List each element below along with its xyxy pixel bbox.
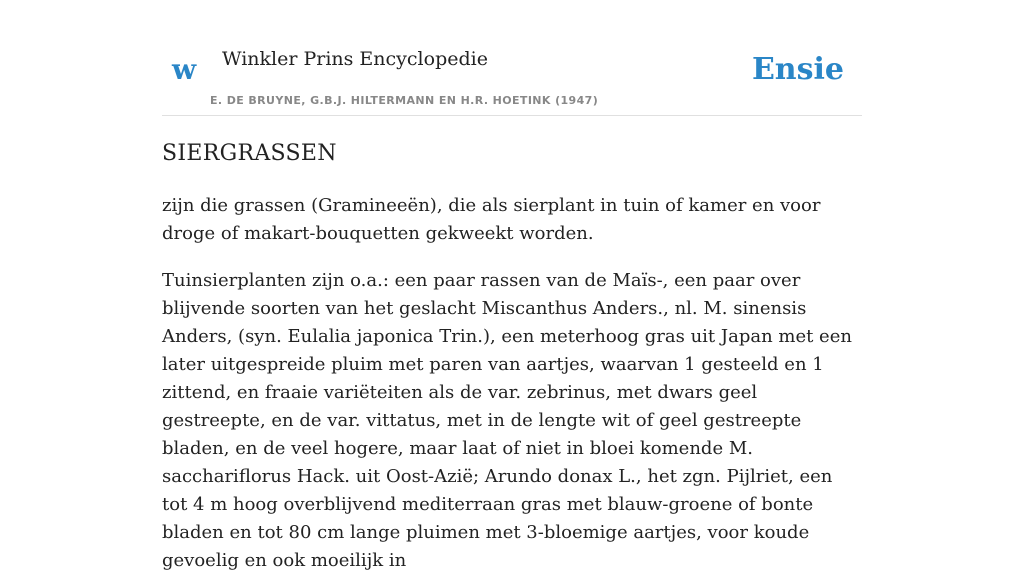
article-paragraph: Tuinsierplanten zijn o.a.: een paar rassen van de Maïs-, een paar over blijvende soorten van het geslacht Miscanthus Anders., nl. M. sinensis Anders, (syn. Eulalia japonica Trin.), een meterhoog gras uit Japan met een later uitgespreide pluim met paren van aartjes, waarvan 1 gesteeld en 1 zittend, en fraaie variëteiten als de var. zebrinus, met dwars geel gestreepte, en de var. vittatus, met in de lengte wit of geel gestreepte bladen, en de veel hogere, maar laat of niet in bloei komende M. sacchariflorus Hack. uit Oost-Azië; Arundo donax L., het zgn. Pijlriet, een tot 4 m hoog overblijvend mediterraan gras met blauw-groene of bonte bladen en tot 80 cm lange pluimen met 3-bloemige aartjes, voor koude gevoelig en ook moeilijk in [162, 270, 852, 571]
site-header [162, 40, 862, 116]
publication-authors: E. DE BRUYNE, G.B.J. HILTERMANN EN H.R. HOETINK (1947) [210, 94, 599, 107]
publication-title[interactable]: Winkler Prins Encyclopedie [222, 48, 488, 70]
winkler-prins-logo[interactable]: w [172, 53, 197, 86]
ensie-logo[interactable]: Ensie [751, 52, 844, 87]
article [162, 138, 862, 575]
article-title: SIERGRASSEN [162, 141, 337, 166]
article-paragraph: zijn die grassen (Gramineeën), die als sierplant in tuin of kamer en voor droge of makart-bouquetten gekweekt worden. [162, 195, 821, 244]
